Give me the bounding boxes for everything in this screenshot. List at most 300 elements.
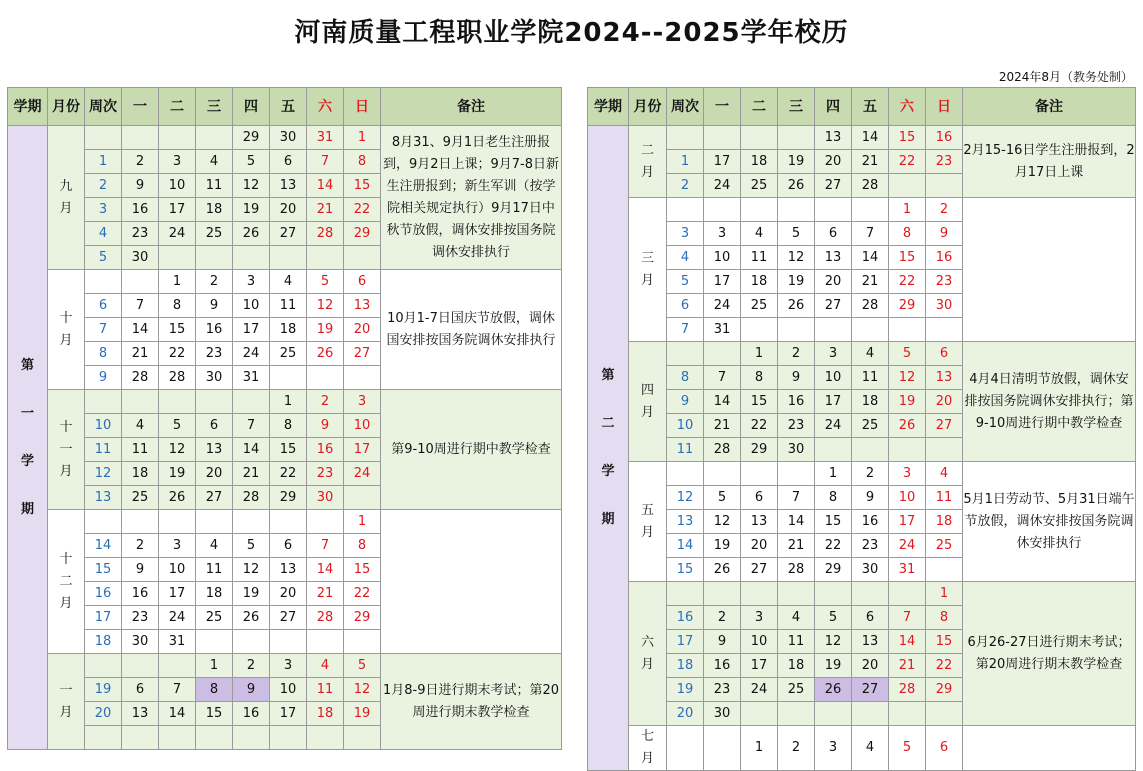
day-cell: 9 [122, 174, 159, 198]
week-number: 5 [667, 270, 704, 294]
day-cell: 3 [344, 390, 381, 414]
day-cell [889, 318, 926, 342]
day-cell [889, 438, 926, 462]
day-cell [233, 726, 270, 750]
day-cell: 26 [889, 414, 926, 438]
day-cell: 14 [704, 390, 741, 414]
day-cell: 8 [344, 534, 381, 558]
table-row [588, 462, 1136, 486]
day-cell: 3 [233, 270, 270, 294]
header-row [588, 88, 1136, 126]
day-cell: 7 [852, 222, 889, 246]
day-cell [344, 630, 381, 654]
day-cell: 10 [233, 294, 270, 318]
issuer-note: 2024年8月（教务处制） [998, 70, 1133, 84]
week-number [667, 126, 704, 150]
day-cell: 9 [196, 294, 233, 318]
week-number: 17 [85, 606, 122, 630]
day-cell: 9 [778, 366, 815, 390]
calendar-table [7, 87, 562, 750]
day-cell: 30 [926, 294, 963, 318]
day-cell: 19 [815, 654, 852, 678]
day-cell: 16 [926, 246, 963, 270]
day-cell: 17 [233, 318, 270, 342]
day-cell [815, 582, 852, 606]
day-cell: 17 [270, 702, 307, 726]
day-cell [233, 510, 270, 534]
day-cell: 4 [196, 150, 233, 174]
day-cell: 10 [344, 414, 381, 438]
day-cell: 26 [704, 558, 741, 582]
day-cell: 26 [815, 678, 852, 702]
week-number: 10 [85, 414, 122, 438]
day-cell: 25 [122, 486, 159, 510]
column-header: 日 [926, 88, 963, 126]
month-note: 5月1日劳动节、5月31日端午节放假，调休安排按国务院调休安排执行 [963, 462, 1136, 582]
month-label-char: 四 [640, 382, 654, 398]
month-label [48, 126, 85, 270]
day-cell: 4 [307, 654, 344, 678]
day-cell: 23 [852, 534, 889, 558]
day-cell [852, 198, 889, 222]
column-header: 月份 [629, 88, 667, 126]
day-cell: 24 [704, 174, 741, 198]
week-number: 14 [667, 534, 704, 558]
calendar-table [587, 87, 1136, 771]
day-cell [270, 246, 307, 270]
week-number: 19 [85, 678, 122, 702]
day-cell: 18 [307, 702, 344, 726]
column-header: 学期 [588, 88, 629, 126]
day-cell: 16 [307, 438, 344, 462]
day-cell: 21 [233, 462, 270, 486]
day-cell: 22 [889, 150, 926, 174]
month-label-char: 月 [59, 200, 73, 216]
day-cell: 7 [889, 606, 926, 630]
column-header: 学期 [8, 88, 48, 126]
day-cell: 12 [233, 174, 270, 198]
day-cell: 15 [159, 318, 196, 342]
second-term-calendar [587, 87, 1136, 771]
week-number [667, 462, 704, 486]
day-cell: 9 [307, 414, 344, 438]
day-cell: 28 [889, 678, 926, 702]
term-label [588, 126, 629, 771]
day-cell: 2 [196, 270, 233, 294]
day-cell: 17 [704, 150, 741, 174]
column-header: 三 [196, 88, 233, 126]
day-cell: 21 [307, 198, 344, 222]
column-header: 六 [889, 88, 926, 126]
month-label [629, 342, 667, 462]
day-cell [704, 198, 741, 222]
day-cell: 18 [852, 390, 889, 414]
day-cell: 11 [307, 678, 344, 702]
day-cell [852, 582, 889, 606]
month-label-char: 月 [640, 164, 654, 180]
day-cell: 16 [704, 654, 741, 678]
day-cell: 3 [159, 534, 196, 558]
day-cell: 8 [196, 678, 233, 702]
month-label-char: 月 [640, 272, 654, 288]
column-header: 三 [778, 88, 815, 126]
day-cell: 4 [196, 534, 233, 558]
day-cell: 10 [741, 630, 778, 654]
day-cell: 22 [926, 654, 963, 678]
day-cell: 12 [889, 366, 926, 390]
month-note [963, 198, 1136, 342]
day-cell: 23 [778, 414, 815, 438]
month-label [629, 198, 667, 342]
day-cell [270, 366, 307, 390]
month-note: 8月31、9月1日老生注册报到，9月2日上课；9月7-8日新生注册报到；新生军训（按学院相关规定执行）9月17日中秋节放假，调休安排按国务院调休安排执行 [381, 126, 562, 270]
day-cell: 11 [741, 246, 778, 270]
day-cell: 14 [852, 246, 889, 270]
day-cell: 29 [926, 678, 963, 702]
day-cell: 27 [815, 174, 852, 198]
day-cell: 23 [196, 342, 233, 366]
day-cell: 15 [926, 630, 963, 654]
day-cell: 24 [344, 462, 381, 486]
day-cell [741, 198, 778, 222]
day-cell: 4 [741, 222, 778, 246]
day-cell: 6 [926, 342, 963, 366]
header-row [8, 88, 562, 126]
day-cell: 5 [159, 414, 196, 438]
term-label-char: 一 [20, 405, 34, 421]
day-cell [815, 702, 852, 726]
day-cell: 11 [270, 294, 307, 318]
day-cell: 22 [270, 462, 307, 486]
day-cell: 7 [704, 366, 741, 390]
week-number: 12 [85, 462, 122, 486]
day-cell: 1 [159, 270, 196, 294]
day-cell: 25 [852, 414, 889, 438]
day-cell: 1 [344, 126, 381, 150]
day-cell: 13 [344, 294, 381, 318]
day-cell [196, 126, 233, 150]
term-label-char: 第 [601, 368, 615, 383]
week-number: 9 [667, 390, 704, 414]
day-cell: 12 [778, 246, 815, 270]
day-cell [307, 630, 344, 654]
day-cell: 21 [778, 534, 815, 558]
day-cell: 17 [741, 654, 778, 678]
day-cell: 22 [159, 342, 196, 366]
term-label-char: 学 [20, 453, 34, 469]
day-cell: 10 [889, 486, 926, 510]
day-cell [852, 438, 889, 462]
column-header: 五 [852, 88, 889, 126]
day-cell: 11 [778, 630, 815, 654]
column-header: 一 [704, 88, 741, 126]
day-cell: 21 [889, 654, 926, 678]
month-label-char: 一 [59, 441, 73, 457]
day-cell: 15 [815, 510, 852, 534]
day-cell: 29 [233, 126, 270, 150]
column-header: 备注 [963, 88, 1136, 126]
day-cell [778, 126, 815, 150]
day-cell: 15 [741, 390, 778, 414]
day-cell: 30 [270, 126, 307, 150]
day-cell: 11 [122, 438, 159, 462]
day-cell: 10 [159, 174, 196, 198]
day-cell [926, 174, 963, 198]
day-cell: 6 [926, 726, 963, 771]
day-cell: 29 [889, 294, 926, 318]
month-note: 1月8-9日进行期末考试；第20周进行期末教学检查 [381, 654, 562, 750]
day-cell: 28 [778, 558, 815, 582]
day-cell: 15 [889, 126, 926, 150]
day-cell: 4 [270, 270, 307, 294]
table-row [8, 126, 562, 150]
day-cell: 27 [270, 606, 307, 630]
column-header: 五 [270, 88, 307, 126]
day-cell: 14 [889, 630, 926, 654]
day-cell: 1 [926, 582, 963, 606]
day-cell: 12 [307, 294, 344, 318]
day-cell [852, 318, 889, 342]
week-number: 15 [667, 558, 704, 582]
week-number: 2 [667, 174, 704, 198]
first-term-calendar [7, 87, 562, 750]
day-cell: 24 [159, 606, 196, 630]
day-cell [159, 510, 196, 534]
day-cell [741, 318, 778, 342]
day-cell: 24 [704, 294, 741, 318]
day-cell: 15 [196, 702, 233, 726]
month-note: 6月26-27日进行期末考试；第20周进行期末教学检查 [963, 582, 1136, 726]
day-cell: 11 [852, 366, 889, 390]
day-cell: 6 [270, 534, 307, 558]
day-cell [344, 366, 381, 390]
day-cell: 20 [852, 654, 889, 678]
day-cell [307, 366, 344, 390]
column-header: 六 [307, 88, 344, 126]
day-cell [270, 510, 307, 534]
day-cell: 31 [159, 630, 196, 654]
day-cell: 2 [778, 342, 815, 366]
week-number: 11 [667, 438, 704, 462]
day-cell: 17 [889, 510, 926, 534]
day-cell: 1 [741, 342, 778, 366]
day-cell [344, 246, 381, 270]
week-number: 9 [85, 366, 122, 390]
day-cell: 16 [852, 510, 889, 534]
day-cell [233, 246, 270, 270]
day-cell: 17 [704, 270, 741, 294]
day-cell: 27 [344, 342, 381, 366]
day-cell: 14 [307, 174, 344, 198]
day-cell [926, 318, 963, 342]
week-number: 16 [667, 606, 704, 630]
day-cell: 26 [233, 222, 270, 246]
day-cell: 30 [196, 366, 233, 390]
day-cell: 16 [926, 126, 963, 150]
month-note: 10月1-7日国庆节放假，调休国安排按国务院调休安排执行 [381, 270, 562, 390]
day-cell: 23 [704, 678, 741, 702]
day-cell: 28 [233, 486, 270, 510]
week-number: 1 [85, 150, 122, 174]
day-cell: 6 [852, 606, 889, 630]
day-cell: 11 [196, 558, 233, 582]
table-row [8, 654, 562, 678]
day-cell: 21 [704, 414, 741, 438]
month-label-char: 三 [640, 250, 654, 266]
day-cell: 10 [159, 558, 196, 582]
day-cell: 19 [778, 150, 815, 174]
day-cell [233, 390, 270, 414]
day-cell: 18 [122, 462, 159, 486]
day-cell: 5 [889, 342, 926, 366]
day-cell [778, 462, 815, 486]
day-cell [889, 702, 926, 726]
day-cell: 28 [852, 294, 889, 318]
day-cell: 24 [889, 534, 926, 558]
day-cell: 2 [852, 462, 889, 486]
day-cell: 14 [159, 702, 196, 726]
week-number [667, 342, 704, 366]
day-cell: 18 [778, 654, 815, 678]
column-header: 一 [122, 88, 159, 126]
column-header: 二 [159, 88, 196, 126]
day-cell [344, 726, 381, 750]
day-cell: 26 [159, 486, 196, 510]
week-number [667, 582, 704, 606]
week-number: 4 [85, 222, 122, 246]
day-cell: 25 [741, 174, 778, 198]
day-cell: 1 [889, 198, 926, 222]
day-cell: 12 [159, 438, 196, 462]
day-cell [233, 630, 270, 654]
day-cell: 16 [196, 318, 233, 342]
day-cell: 26 [778, 294, 815, 318]
column-header: 四 [815, 88, 852, 126]
day-cell: 15 [889, 246, 926, 270]
day-cell: 9 [852, 486, 889, 510]
month-label-char: 一 [59, 682, 73, 698]
day-cell: 22 [344, 582, 381, 606]
month-note: 2月15-16日学生注册报到，2月17日上课 [963, 126, 1136, 198]
week-number [667, 726, 704, 771]
day-cell: 6 [344, 270, 381, 294]
day-cell: 31 [704, 318, 741, 342]
week-number [85, 654, 122, 678]
day-cell: 19 [889, 390, 926, 414]
day-cell: 7 [159, 678, 196, 702]
day-cell: 14 [778, 510, 815, 534]
day-cell: 22 [889, 270, 926, 294]
day-cell [741, 582, 778, 606]
week-number: 1 [667, 150, 704, 174]
day-cell: 28 [122, 366, 159, 390]
day-cell: 29 [741, 438, 778, 462]
table-row [588, 198, 1136, 222]
month-label-char: 月 [640, 524, 654, 540]
month-label-char: 十 [59, 419, 73, 435]
week-number: 14 [85, 534, 122, 558]
term-label [8, 126, 48, 750]
day-cell: 31 [889, 558, 926, 582]
day-cell [196, 510, 233, 534]
day-cell: 20 [815, 270, 852, 294]
day-cell [344, 486, 381, 510]
day-cell: 7 [122, 294, 159, 318]
day-cell [159, 390, 196, 414]
day-cell: 29 [815, 558, 852, 582]
day-cell: 12 [704, 510, 741, 534]
week-number: 17 [667, 630, 704, 654]
week-number: 6 [85, 294, 122, 318]
day-cell: 16 [778, 390, 815, 414]
day-cell: 15 [270, 438, 307, 462]
week-number [85, 270, 122, 294]
day-cell: 2 [122, 150, 159, 174]
day-cell: 26 [778, 174, 815, 198]
day-cell [307, 726, 344, 750]
day-cell: 13 [196, 438, 233, 462]
month-note: 第9-10周进行期中教学检查 [381, 390, 562, 510]
day-cell [704, 726, 741, 771]
day-cell: 13 [815, 246, 852, 270]
month-label-char: 五 [640, 502, 654, 518]
day-cell: 8 [926, 606, 963, 630]
month-label-char: 月 [640, 404, 654, 420]
day-cell [307, 246, 344, 270]
table-row [588, 126, 1136, 150]
term-label-char: 期 [601, 512, 615, 527]
day-cell: 25 [778, 678, 815, 702]
table-row [588, 342, 1136, 366]
day-cell: 28 [159, 366, 196, 390]
day-cell: 1 [741, 726, 778, 771]
day-cell: 2 [704, 606, 741, 630]
day-cell: 2 [926, 198, 963, 222]
day-cell: 3 [741, 606, 778, 630]
term-label-char: 期 [20, 501, 34, 517]
day-cell: 19 [307, 318, 344, 342]
month-label-char: 十 [59, 310, 73, 326]
day-cell: 6 [815, 222, 852, 246]
month-note: 4月4日清明节放假，调休安排按国务院调休安排执行；第9-10周进行期中教学检查 [963, 342, 1136, 462]
day-cell [926, 702, 963, 726]
day-cell: 7 [778, 486, 815, 510]
week-number: 8 [667, 366, 704, 390]
day-cell: 13 [741, 510, 778, 534]
day-cell [741, 702, 778, 726]
month-label-char: 二 [640, 142, 654, 158]
day-cell: 30 [122, 246, 159, 270]
day-cell [122, 726, 159, 750]
day-cell: 20 [926, 390, 963, 414]
week-number: 18 [667, 654, 704, 678]
day-cell: 2 [307, 390, 344, 414]
column-header: 日 [344, 88, 381, 126]
page-title: 河南质量工程职业学院2024--2025学年校历 [294, 18, 849, 48]
day-cell: 6 [270, 150, 307, 174]
day-cell: 23 [926, 150, 963, 174]
day-cell: 27 [852, 678, 889, 702]
day-cell [778, 582, 815, 606]
day-cell: 8 [159, 294, 196, 318]
day-cell: 2 [233, 654, 270, 678]
day-cell: 4 [852, 342, 889, 366]
day-cell: 28 [307, 222, 344, 246]
day-cell: 16 [122, 582, 159, 606]
day-cell: 20 [741, 534, 778, 558]
day-cell: 27 [270, 222, 307, 246]
day-cell [196, 390, 233, 414]
